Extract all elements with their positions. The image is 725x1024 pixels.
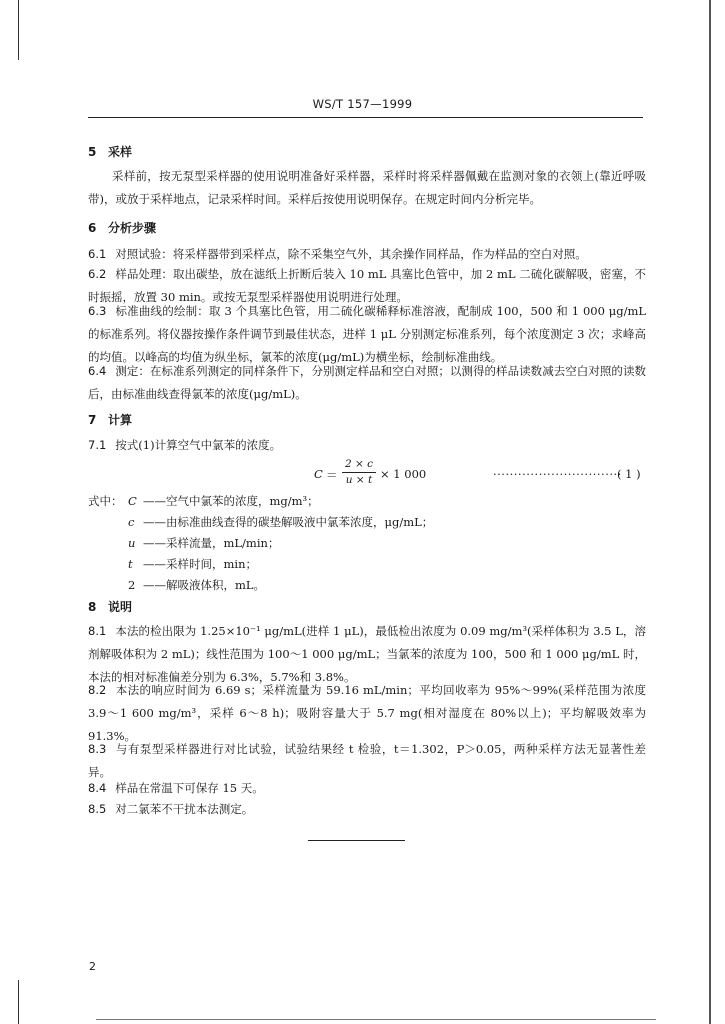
formula-fraction [342, 457, 376, 488]
section-6-heading [88, 219, 646, 236]
paragraph-8-4 [88, 777, 646, 800]
clause-text: 本法的检出限为 1.25×10⁻¹ μg/mL(进样 1 μL)，最低检出浓度为 0.09 mg/m³(采样体积为 3.5 L，溶剂解吸体积为 2 mL)；线性范围为 100～1 000 μg/mL；当氯苯的浓度为 100，500 和 1 000 μg/mL 时，本法的相对标准偏差分别为 6.3%，5.7%和 3.8%。 [88, 624, 646, 684]
definition-symbol: c [128, 515, 135, 529]
formula-leader-dots: ······························· [493, 467, 622, 481]
scan-edge-mark [96, 1019, 656, 1020]
scan-edge-mark [18, 0, 19, 60]
clause-number: 6.2 [88, 267, 107, 281]
section-number: 5 [88, 145, 97, 159]
definition-symbol: t [128, 557, 133, 571]
definition-row [88, 491, 646, 512]
clause-text: 按式(1)计算空气中氯苯的浓度。 [115, 438, 282, 452]
definition-text: ——空气中氯苯的浓度，mg/m³； [143, 494, 319, 508]
formula-equals: ＝ [326, 468, 338, 482]
formula-numerator: 2 × c [344, 458, 374, 470]
definition-row [88, 575, 646, 596]
header-rule [88, 117, 643, 118]
definition-symbol: 2 [128, 578, 136, 592]
clause-text: 对二氯苯不干扰本法测定。 [115, 802, 254, 816]
definition-symbol: u [128, 536, 136, 550]
definition-row [88, 554, 646, 575]
section-5-heading [88, 143, 646, 160]
formula-lhs: C [314, 467, 323, 481]
clause-number: 7.1 [88, 438, 107, 452]
clause-text: 本法的响应时间为 6.69 s；采样流量为 59.16 mL/min；平均回收率为 95%～99%(采样范围为浓度 3.9～1 600 mg/m³，采样 6～8 h)；吸附容量大于 5.7 mg(相对湿度在 80%以上)；平均解吸效率为 91.3%。 [88, 683, 646, 743]
page-number: 2 [89, 960, 96, 973]
section-8-heading [88, 598, 646, 615]
section-title: 计算 [108, 413, 133, 427]
paragraph-6-3 [88, 300, 646, 369]
definition-row [88, 533, 646, 554]
section-number: 8 [88, 600, 97, 614]
definitions-lead: 式中： [88, 494, 123, 508]
definition-text: ——采样时间，min； [143, 557, 257, 571]
paragraph-8-5 [88, 798, 646, 821]
paragraph-6-4 [88, 360, 646, 406]
definition-text: ——采样流量，mL/min； [143, 536, 280, 550]
running-header: WS/T 157—1999 [312, 97, 413, 111]
clause-number: 8.2 [88, 683, 107, 697]
formula-denominator: u × t [345, 474, 373, 486]
formula-multiplier: × 1 000 [380, 467, 427, 481]
clause-text: 测定：在标准系列测定的同样条件下，分别测定样品和空白对照；以测得的样品读数减去空白对照的读数后，由标准曲线查得氯苯的浓度(μg/mL)。 [88, 364, 646, 401]
clause-text: 样品在常温下可保存 15 天。 [115, 781, 264, 795]
clause-number: 6.3 [88, 304, 107, 318]
paragraph-7-1 [88, 434, 646, 457]
clause-number: 8.4 [88, 781, 107, 795]
clause-number: 8.1 [88, 624, 107, 638]
section-title: 说明 [108, 600, 133, 614]
formula-number: ( 1 ) [617, 467, 641, 481]
clause-text: 样品处理：取出碳垫，放在滤纸上折断后装入 10 mL 具塞比色管中，加 2 mL 二硫化碳解吸，密塞，不时振摇，放置 30 min。或按无泵型采样器使用说明进行处理。 [88, 267, 646, 304]
section-number: 6 [88, 221, 97, 235]
clause-text: 对照试验：将采样器带到采样点，除不采集空气外，其余操作同样品，作为样品的空白对照。 [115, 247, 587, 261]
clause-number: 6.4 [88, 364, 107, 378]
scan-edge-mark [709, 0, 711, 1024]
clause-text: 标准曲线的绘制：取 3 个具塞比色管，用二硫化碳稀释标准溶液，配制成 100，500 和 1 000 μg/mL 的标准系列。将仪器按操作条件调节到最佳状态，进样 1 μL 分别测定标准系列，每个浓度测定 3 次；求峰高的均值。以峰高的均值为纵坐标，氯苯的浓度(μg/mL)为横坐标，绘制标准曲线。 [88, 304, 646, 364]
section-title: 分析步骤 [108, 221, 157, 235]
end-rule [308, 840, 405, 841]
section-7-heading [88, 411, 646, 428]
definition-text: ——由标准曲线查得的碳垫解吸液中氯苯浓度，μg/mL； [143, 515, 434, 529]
variable-definitions [88, 491, 646, 596]
definition-text: ——解吸液体积，mL。 [143, 578, 266, 592]
clause-number: 6.1 [88, 247, 107, 261]
clause-number: 8.5 [88, 802, 107, 816]
clause-text: 与有泵型采样器进行对比试验，试验结果经 t 检验，t＝1.302，P＞0.05，两种采样方法无显著性差异。 [88, 742, 646, 779]
clause-number: 8.3 [88, 742, 107, 756]
paragraph-5: 采样前，按无泵型采样器的使用说明准备好采样器，采样时将采样器佩戴在监测对象的衣领上(靠近呼吸带)，或放于采样地点，记录采样时间。采样后按使用说明保存。在规定时间内分析完毕。 [88, 169, 646, 206]
section-number: 7 [88, 413, 97, 427]
scan-edge-mark [18, 980, 19, 1024]
definition-symbol: C [128, 494, 137, 508]
definition-row [88, 512, 646, 533]
section-title: 采样 [108, 145, 133, 159]
formula-1 [88, 457, 646, 491]
